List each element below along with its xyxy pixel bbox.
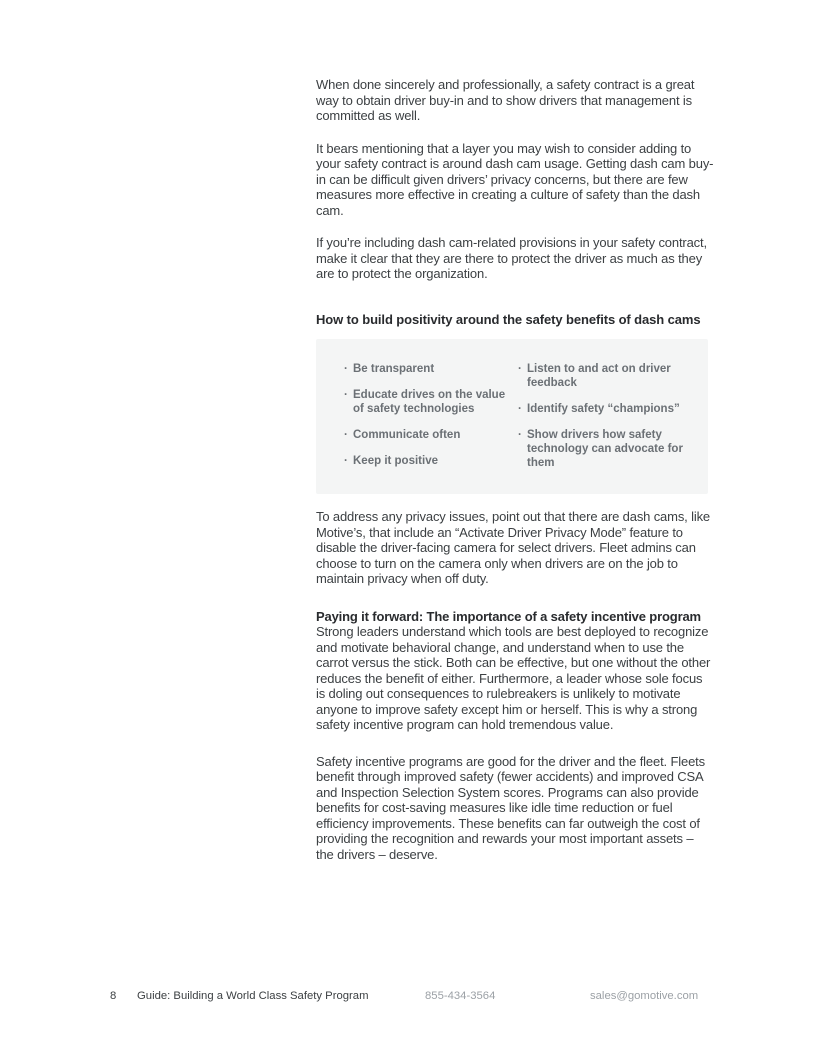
bullet-item [518, 362, 708, 390]
bullet-icon: · [518, 429, 522, 441]
bullet-column-right [518, 362, 708, 470]
bullet-item-label: Educate drives on the value of safety technologies [353, 389, 506, 415]
footer-phone: 855-434-3564 [425, 990, 496, 1002]
paragraph-incentive-benefits: Safety incentive programs are good for the driver and the fleet. Fleets benefit through improved safety (fewer accidents) and improved CSA and Inspection Selection System scores. Programs can also provide benefits for cost-saving measures like idle time reduction or fuel efficiency improvements. These benefits can far outweigh the cost of providing the recognition and rewards your most important assets – the drivers – deserve. [316, 753, 705, 862]
callout-box [316, 339, 708, 494]
paragraph-safety-contract: When done sincerely and professionally, a safety contract is a great way to obtain driver buy-in and to show drivers that management is committed as well. [316, 77, 695, 123]
bullet-icon: · [344, 429, 348, 441]
bullet-icon: · [518, 363, 522, 375]
page-footer [0, 989, 816, 1004]
footer-doc-title: Guide: Building a World Class Safety Program [137, 990, 369, 1002]
bullet-item-label: Keep it positive [353, 455, 438, 467]
section-heading-positivity: How to build positivity around the safety benefits of dash cams [316, 311, 701, 327]
bullet-item [518, 402, 708, 416]
bullet-item [344, 388, 518, 416]
bullet-item [344, 428, 518, 442]
page-number: 8 [110, 990, 117, 1002]
bullet-icon: · [518, 403, 522, 415]
bullet-item-label: Communicate often [353, 429, 461, 441]
incentive-section [316, 609, 714, 733]
bullet-column-left [344, 362, 518, 470]
bullet-item [344, 362, 518, 376]
paragraph-incentive-intro: Strong leaders understand which tools are best deployed to recognize and motivate behavioral change, and understand when to use the carrot versus the stick. Both can be effective, but one without the other reduces the benefit of either. Furthermore, a leader whose sole focus is doling out consequences to rulebreakers is unlikely to motivate anyone to improve safety except him or herself. This is why a strong safety incentive program can hold tremendous value. [316, 624, 711, 732]
paragraph-provisions: If you’re including dash cam-related provisions in your safety contract, make it clear that they are there to protect the driver as much as they are to protect the organization. [316, 235, 707, 281]
bullet-item-label: Listen to and act on driver feedback [527, 363, 671, 389]
bullet-icon: · [344, 455, 348, 467]
bullet-item-label: Identify safety “champions” [527, 403, 680, 415]
bullet-item-label: Be transparent [353, 363, 435, 375]
bullet-item [344, 454, 518, 468]
paragraph-dash-cam-layer: It bears mentioning that a layer you may wish to consider adding to your safety contract is around dash cam usage. Getting dash cam buy-in can be difficult given drivers’ privacy concerns, but there are few measures more effective in creating a culture of safety than the dash cam. [316, 140, 714, 218]
bullet-icon: · [344, 389, 348, 401]
paragraph-privacy-mode: To address any privacy issues, point out that there are dash cams, like Motive’s, that include an “Activate Driver Privacy Mode” feature to disable the driver-facing camera for select drivers. Fleet admins can choose to turn on the camera only when drivers are on the job to maintain privacy when off duty. [316, 509, 711, 586]
bullet-icon: · [344, 363, 348, 375]
footer-email: sales@gomotive.com [590, 990, 699, 1002]
bullet-item [518, 428, 708, 470]
content-column [316, 77, 714, 879]
incentive-heading: Paying it forward: The importance of a safety incentive program [316, 608, 701, 624]
bullet-item-label: Show drivers how safety technology can advocate for them [527, 429, 683, 469]
